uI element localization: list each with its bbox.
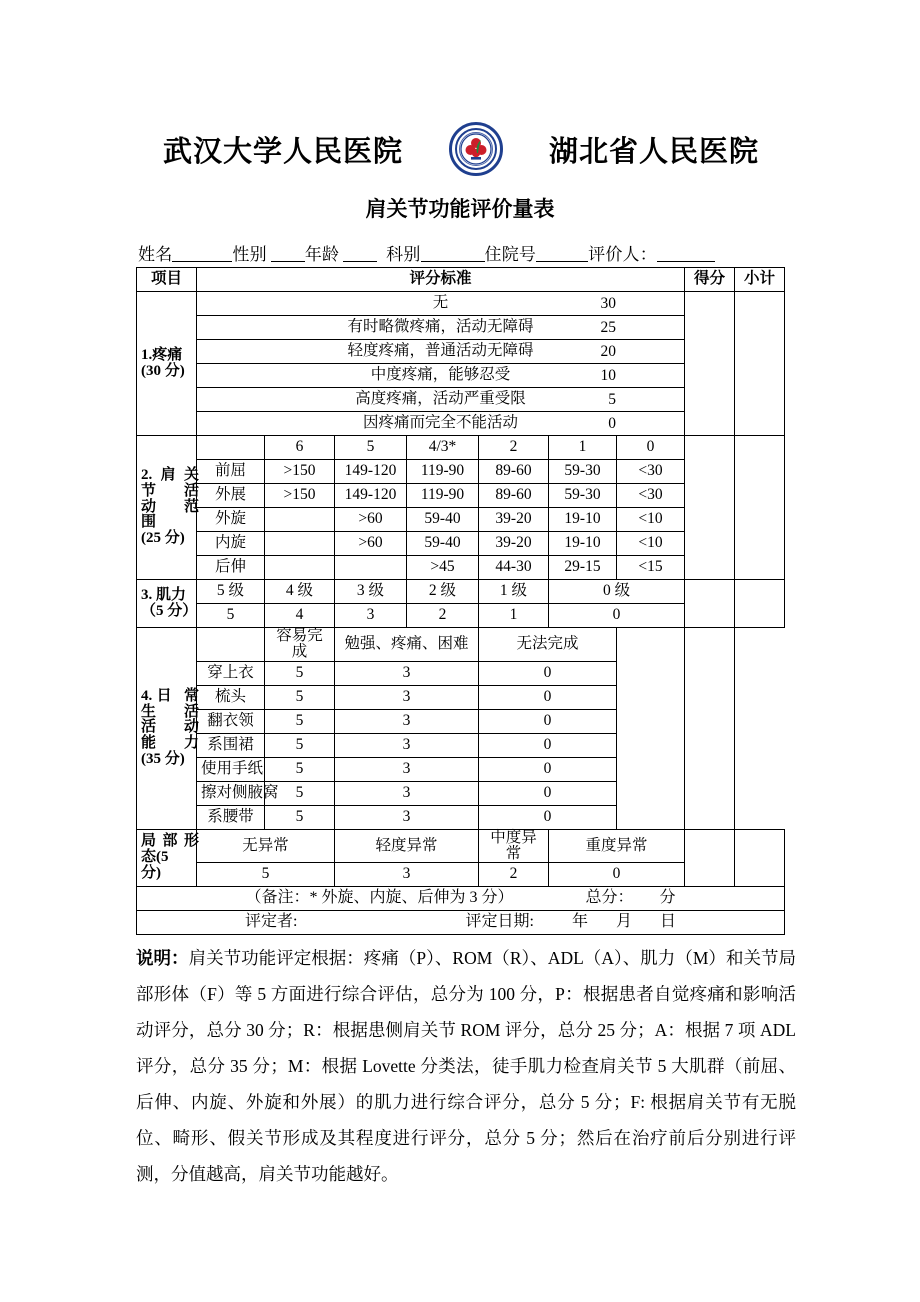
- adl-cell: 5: [265, 757, 335, 781]
- assessor-label: 评定者:: [245, 913, 298, 931]
- table-row: [137, 829, 785, 863]
- adl-cell: 3: [335, 757, 479, 781]
- input-evaluator[interactable]: [657, 261, 715, 262]
- hospital-seal-logo: [449, 122, 503, 176]
- strength-point: 3: [335, 604, 407, 628]
- adl-colhead-difficult: 勉强、疼痛、困难: [335, 628, 479, 662]
- label-sex: 性别: [232, 245, 267, 264]
- section-label-morphology: 局 部 形 态(5 分): [137, 829, 197, 887]
- rom-colhead-2: 2: [479, 436, 549, 460]
- strength-grade: 3 级: [335, 580, 407, 604]
- adl-row-label: 系围裙: [197, 733, 265, 757]
- adl-cell: 5: [265, 685, 335, 709]
- hospital-name-right: 湖北省人民医院: [549, 135, 760, 168]
- rom-row-label: 外旋: [197, 508, 265, 532]
- rom-colhead-4-3: 4/3*: [407, 436, 479, 460]
- strength-point: 0: [549, 604, 685, 628]
- rom-row-label: 后伸: [197, 556, 265, 580]
- header-subtotal: 小计: [735, 268, 785, 292]
- adl-cell: 0: [479, 661, 617, 685]
- adl-cell: 5: [265, 733, 335, 757]
- patient-info-line: [138, 240, 788, 265]
- rom-cell: 119-90: [407, 460, 479, 484]
- rom-cell: 59-30: [549, 484, 617, 508]
- rom-cell: 19-10: [549, 508, 617, 532]
- note-text: （备注：* 外旋、内旋、后伸为 3 分）: [245, 889, 514, 907]
- rom-cell: >60: [335, 532, 407, 556]
- subtotal-input-rom[interactable]: [735, 436, 785, 580]
- score-input-pain[interactable]: [685, 292, 735, 436]
- morphology-grade: 轻度异常: [335, 829, 479, 863]
- adl-cell: 0: [479, 781, 617, 805]
- strength-grade: 0 级: [549, 580, 685, 604]
- rom-cell: <10: [617, 508, 685, 532]
- score-input-morphology[interactable]: [685, 829, 735, 887]
- adl-cell: 3: [335, 805, 479, 829]
- rom-colhead-blank: [197, 436, 265, 460]
- table-row: [137, 628, 785, 662]
- input-age[interactable]: [343, 261, 377, 262]
- rom-cell: <15: [617, 556, 685, 580]
- rom-row-label: 前屈: [197, 460, 265, 484]
- rom-cell: >150: [265, 460, 335, 484]
- adl-cell: 0: [479, 805, 617, 829]
- adl-cell: 3: [335, 781, 479, 805]
- adl-cell: 5: [265, 709, 335, 733]
- rom-cell: 39-20: [479, 532, 549, 556]
- subtotal-input-adl[interactable]: [685, 628, 735, 830]
- document-header: [136, 118, 786, 180]
- pain-criteria-text: 因疼痛而完全不能活动: [363, 414, 519, 432]
- rom-colhead-6: 6: [265, 436, 335, 460]
- rom-cell: 39-20: [479, 508, 549, 532]
- rom-cell: <30: [617, 460, 685, 484]
- adl-row-label: 翻衣领: [197, 709, 265, 733]
- adl-cell: 0: [479, 733, 617, 757]
- score-input-adl[interactable]: [617, 628, 685, 830]
- strength-grade: 4 级: [265, 580, 335, 604]
- total-label: 总分：: [585, 889, 634, 907]
- adl-cell: 0: [479, 709, 617, 733]
- strength-grade: 2 级: [407, 580, 479, 604]
- explanation-paragraph: [136, 940, 796, 1192]
- score-input-rom[interactable]: [685, 436, 735, 580]
- rom-cell: [335, 556, 407, 580]
- rom-cell: 89-60: [479, 460, 549, 484]
- strength-point: 2: [407, 604, 479, 628]
- rom-cell: 89-60: [479, 484, 549, 508]
- morphology-point: 3: [335, 863, 479, 887]
- rom-colhead-1: 1: [549, 436, 617, 460]
- shoulder-function-scale-table: [136, 267, 785, 935]
- morphology-grade: 无异常: [197, 829, 335, 863]
- subtotal-input-strength[interactable]: [735, 580, 785, 628]
- pain-criteria-cell: [197, 388, 685, 412]
- strength-grade: 1 级: [479, 580, 549, 604]
- adl-cell: 5: [265, 661, 335, 685]
- pain-criteria-cell: [197, 292, 685, 316]
- pain-criteria-score: 5: [608, 391, 617, 408]
- adl-cell: 3: [335, 685, 479, 709]
- morphology-grade: 重度异常: [549, 829, 685, 863]
- table-header-row: [137, 268, 785, 292]
- pain-criteria-cell: [197, 340, 685, 364]
- pain-criteria-score: 0: [608, 415, 617, 432]
- score-input-strength[interactable]: [685, 580, 735, 628]
- rom-colhead-5: 5: [335, 436, 407, 460]
- section-label-adl: 4.日 常 生 活 活 动 能 力 (35 分): [137, 628, 197, 830]
- table-row: [137, 436, 785, 460]
- rom-cell: 119-90: [407, 484, 479, 508]
- adl-cell: 3: [335, 733, 479, 757]
- pain-criteria-text: 高度疼痛，活动严重受限: [355, 390, 526, 408]
- input-name[interactable]: [172, 261, 232, 262]
- label-age: 年龄: [304, 245, 340, 264]
- label-inpatient-no: 住院号: [484, 245, 537, 264]
- rom-cell: <30: [617, 484, 685, 508]
- input-department[interactable]: [421, 261, 485, 262]
- morphology-point: 5: [197, 863, 335, 887]
- input-inpatient-no[interactable]: [536, 261, 588, 262]
- rom-row-label: 外展: [197, 484, 265, 508]
- note-and-total-row: [137, 887, 785, 911]
- rom-cell: 59-40: [407, 532, 479, 556]
- adl-cell: 5: [265, 805, 335, 829]
- adl-cell: 0: [479, 757, 617, 781]
- section-label-strength: 3. 肌力 （5 分）: [137, 580, 197, 628]
- adl-row-label: 穿上衣: [197, 661, 265, 685]
- strength-point: 4: [265, 604, 335, 628]
- header-criteria: 评分标准: [197, 268, 685, 292]
- pain-criteria-score: 30: [600, 295, 617, 312]
- assessment-date-label: 评定日期:: [465, 913, 534, 931]
- table-row: [137, 887, 785, 911]
- explanation-body: 肩关节功能评定根据：疼痛（P）、ROM（R）、ADL（A）、肌力（M）和关节局部形体（F）等 5 方面进行综合评估，总分为 100 分，P：根据患者自觉疼痛和影响活动评分，总分 30 分；R：根据患侧肩关节 ROM 评分，总分 25 分；A：根据 7 项 ADL 评分，总分 35 分；M：根据 Lovette 分类法，徒手肌力检查肩关节 5 大肌群（前屈、后伸、内旋、外旋和外展）的肌力进行综合评分，总分 5 分；F: 根据肩关节有无脱位、畸形、假关节形成及其程度进行评分，总分 5 分；然后在治疗前后分别进行评测，分值越高，肩关节功能越好。: [136, 948, 797, 1184]
- adl-row-label: 梳头: [197, 685, 265, 709]
- table-row: [137, 580, 785, 604]
- rom-colhead-0: 0: [617, 436, 685, 460]
- adl-colhead-blank: [197, 628, 265, 662]
- table-row: [137, 292, 785, 316]
- section-label-rom: 2.肩关 节 活 动 范 围 (25 分): [137, 436, 197, 580]
- rom-cell: >45: [407, 556, 479, 580]
- strength-point: 5: [197, 604, 265, 628]
- pain-criteria-cell: [197, 364, 685, 388]
- rom-cell: [265, 556, 335, 580]
- pain-criteria-text: 中度疼痛，能够忍受: [370, 366, 511, 384]
- pain-criteria-text: 无: [432, 294, 449, 312]
- rom-cell: 149-120: [335, 460, 407, 484]
- pain-criteria-score: 25: [600, 319, 617, 336]
- rom-cell: [265, 532, 335, 556]
- year-label: 年: [571, 913, 588, 931]
- page-title: 肩关节功能评价量表: [365, 197, 555, 221]
- rom-cell: 59-40: [407, 508, 479, 532]
- explanation-prefix: 说明：: [136, 948, 189, 968]
- rom-cell: 29-15: [549, 556, 617, 580]
- label-evaluator: 评价人：: [588, 245, 657, 264]
- pain-criteria-score: 10: [600, 367, 617, 384]
- header-item: 项目: [137, 268, 197, 292]
- strength-point: 1: [479, 604, 549, 628]
- pain-criteria-cell: [197, 316, 685, 340]
- adl-row-label: 擦对侧腋窝: [197, 781, 265, 805]
- total-unit: 分: [659, 889, 676, 907]
- strength-grade: 5 级: [197, 580, 265, 604]
- rom-cell: 59-30: [549, 460, 617, 484]
- label-department: 科别: [386, 245, 421, 264]
- morphology-point: 2: [479, 863, 549, 887]
- adl-colhead-unable: 无法完成: [479, 628, 617, 662]
- adl-cell: 3: [335, 709, 479, 733]
- month-label: 月: [615, 913, 632, 931]
- adl-cell: 5: [265, 781, 335, 805]
- subtotal-input-morphology[interactable]: [735, 829, 785, 887]
- rom-cell: [265, 508, 335, 532]
- adl-cell: 3: [335, 661, 479, 685]
- rom-row-label: 内旋: [197, 532, 265, 556]
- label-name: 姓名: [138, 245, 173, 264]
- adl-row-label: 系腰带: [197, 805, 265, 829]
- pain-criteria-score: 20: [600, 343, 617, 360]
- subtotal-input-pain[interactable]: [735, 292, 785, 436]
- table-row: [137, 911, 785, 935]
- flower-emblem-icon: [460, 133, 492, 165]
- rom-cell: <10: [617, 532, 685, 556]
- pain-criteria-text: 轻度疼痛，普通活动无障碍: [347, 342, 534, 360]
- day-label: 日: [659, 913, 676, 931]
- assessor-and-date-row: [137, 911, 785, 935]
- morphology-grade: 中度异常: [479, 829, 549, 863]
- adl-row-label: 使用手纸: [197, 757, 265, 781]
- adl-colhead-easy: 容易完成: [265, 628, 335, 662]
- rom-cell: >150: [265, 484, 335, 508]
- section-label-pain: 1.疼痛 (30 分): [137, 292, 197, 436]
- rom-cell: 19-10: [549, 532, 617, 556]
- rom-cell: >60: [335, 508, 407, 532]
- rom-cell: 44-30: [479, 556, 549, 580]
- pain-criteria-text: 有时略微疼痛，活动无障碍: [347, 318, 534, 336]
- header-score: 得分: [685, 268, 735, 292]
- morphology-point: 0: [549, 863, 685, 887]
- pain-criteria-cell: [197, 412, 685, 436]
- hospital-name-left: 武汉大学人民医院: [162, 135, 403, 168]
- adl-cell: 0: [479, 685, 617, 709]
- input-sex[interactable]: [271, 261, 305, 262]
- rom-cell: 149-120: [335, 484, 407, 508]
